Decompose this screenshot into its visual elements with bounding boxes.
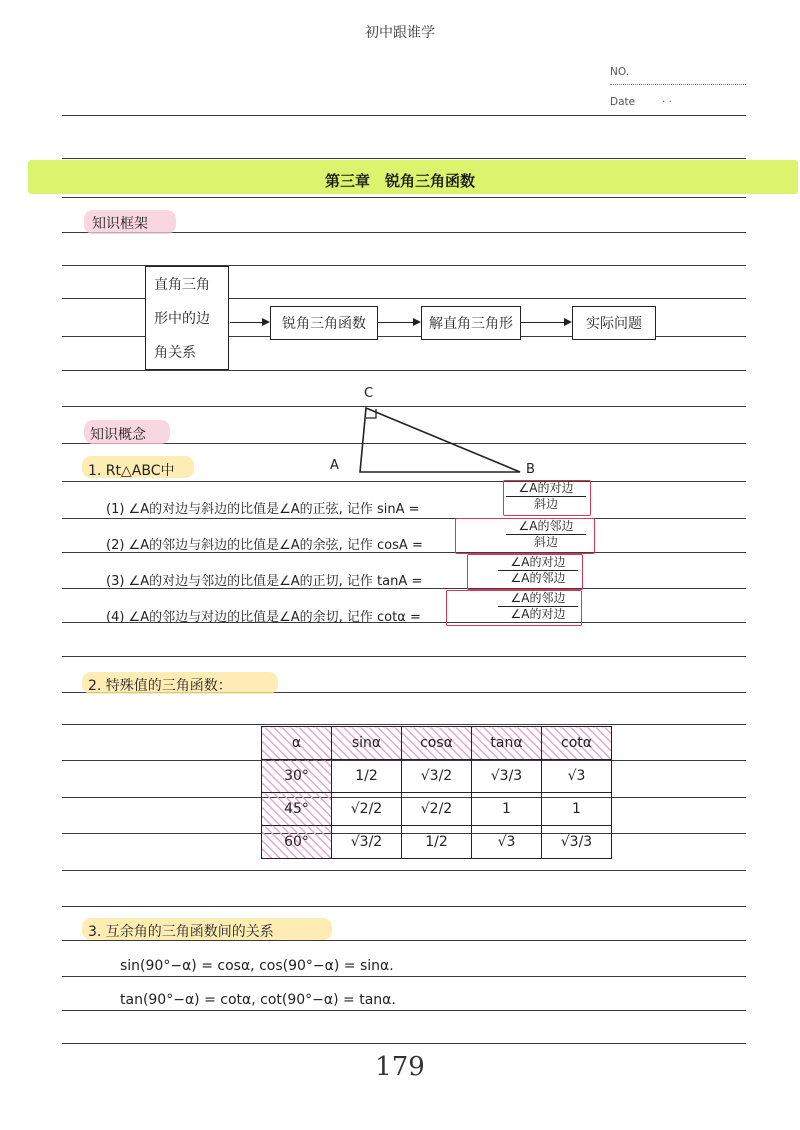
framework-box-line: 直角三角 bbox=[154, 277, 210, 293]
page-number: 179 bbox=[375, 1052, 425, 1082]
table-header-cell: cosα bbox=[402, 727, 472, 760]
table-cell: √3 bbox=[472, 826, 542, 859]
date-dots: · · bbox=[662, 96, 673, 108]
section-framework-title: 知识框架 bbox=[92, 216, 148, 232]
ruled-line bbox=[62, 870, 746, 871]
table-cell: √3/3 bbox=[472, 760, 542, 793]
arrow bbox=[520, 322, 570, 323]
table-angle-cell: 45° bbox=[262, 793, 332, 826]
date-label: Date bbox=[610, 96, 636, 108]
ruled-line bbox=[62, 1010, 746, 1011]
arrow bbox=[377, 322, 419, 323]
ruled-line bbox=[62, 724, 746, 725]
framework-box-trig: 锐角三角函数 bbox=[270, 306, 378, 340]
table-header-row bbox=[262, 727, 612, 760]
table-header-cell: α bbox=[262, 727, 332, 760]
ruled-line bbox=[62, 370, 746, 371]
fraction-cos bbox=[506, 519, 586, 550]
chapter-title: 第三章 锐角三角函数 bbox=[324, 172, 475, 190]
table-cell: √2/2 bbox=[332, 793, 402, 826]
fraction-cot bbox=[498, 591, 578, 622]
concept-item-cot: (4) ∠A的邻边与对边的比值是∠A的余切, 记作 cotα = bbox=[106, 610, 421, 625]
fraction-numerator: ∠A的邻边 bbox=[498, 591, 578, 607]
fraction-denominator: ∠A的邻边 bbox=[510, 571, 566, 585]
complementary-formula-1: sin(90°−α) = cosα, cos(90°−α) = sinα. bbox=[120, 958, 394, 974]
table-cell: 1 bbox=[472, 793, 542, 826]
ruled-line bbox=[62, 976, 746, 977]
concept-item-cos: (2) ∠A的邻边与斜边的比值是∠A的余弦, 记作 cosA = bbox=[106, 538, 423, 553]
arrow bbox=[230, 322, 268, 323]
no-dotted-line bbox=[610, 84, 746, 85]
section-special-values-title: 2. 特殊值的三角函数： bbox=[88, 678, 232, 694]
table-header-cell: cotα bbox=[542, 727, 612, 760]
table-angle-cell: 60° bbox=[262, 826, 332, 859]
concept-item-sin: (1) ∠A的对边与斜边的比值是∠A的正弦, 记作 sinA = bbox=[106, 502, 420, 517]
vertex-c-label: C bbox=[364, 386, 374, 401]
framework-box-application: 实际问题 bbox=[572, 306, 656, 340]
ruled-line bbox=[62, 906, 746, 907]
fraction-tan bbox=[498, 555, 578, 586]
ruled-line bbox=[62, 158, 746, 159]
table-cell: √3/3 bbox=[542, 826, 612, 859]
framework-box-line: 角关系 bbox=[154, 345, 196, 361]
ruled-line bbox=[62, 656, 746, 657]
table-cell: 1/2 bbox=[332, 760, 402, 793]
table-cell: √3/2 bbox=[332, 826, 402, 859]
ruled-line bbox=[62, 115, 746, 116]
table-cell: √2/2 bbox=[402, 793, 472, 826]
section-complementary-title: 3. 互余角的三角函数间的关系 bbox=[88, 924, 274, 940]
fraction-denominator: 斜边 bbox=[533, 535, 558, 549]
table-cell: 1/2 bbox=[402, 826, 472, 859]
complementary-formula-2: tan(90°−α) = cotα, cot(90°−α) = tanα. bbox=[120, 992, 396, 1008]
table-cell: 1 bbox=[542, 793, 612, 826]
table-cell: √3/2 bbox=[402, 760, 472, 793]
no-label: NO. bbox=[610, 66, 630, 78]
table-header-cell: tanα bbox=[472, 727, 542, 760]
fraction-sin bbox=[506, 481, 586, 512]
framework-box-relations bbox=[145, 266, 229, 370]
table-header-cell: sinα bbox=[332, 727, 402, 760]
fraction-numerator: ∠A的对边 bbox=[498, 555, 578, 571]
special-values-table bbox=[261, 726, 612, 859]
ruled-line bbox=[62, 197, 746, 198]
table-row bbox=[262, 793, 612, 826]
fraction-numerator: ∠A的对边 bbox=[506, 481, 586, 497]
concept-item-tan: (3) ∠A的对边与邻边的比值是∠A的正切, 记作 tanA = bbox=[106, 574, 423, 589]
table-cell: √3 bbox=[542, 760, 612, 793]
section-concepts-title: 知识概念 bbox=[90, 427, 146, 443]
ruled-line bbox=[62, 1043, 746, 1044]
fraction-numerator: ∠A的邻边 bbox=[506, 519, 586, 535]
table-angle-cell: 30° bbox=[262, 760, 332, 793]
ruled-line bbox=[62, 518, 746, 519]
fraction-denominator: ∠A的对边 bbox=[510, 607, 566, 621]
vertex-a-label: A bbox=[330, 458, 339, 473]
fraction-denominator: 斜边 bbox=[533, 497, 558, 511]
framework-box-solve: 解直角三角形 bbox=[421, 306, 521, 340]
table-row bbox=[262, 760, 612, 793]
vertex-b-label: B bbox=[526, 462, 535, 477]
table-row bbox=[262, 826, 612, 859]
site-title: 初中跟谁学 bbox=[365, 25, 435, 41]
framework-box-line: 形中的边 bbox=[154, 311, 210, 327]
right-triangle-figure bbox=[320, 384, 560, 484]
concept-1-heading: 1. Rt△ABC中 bbox=[88, 463, 175, 479]
